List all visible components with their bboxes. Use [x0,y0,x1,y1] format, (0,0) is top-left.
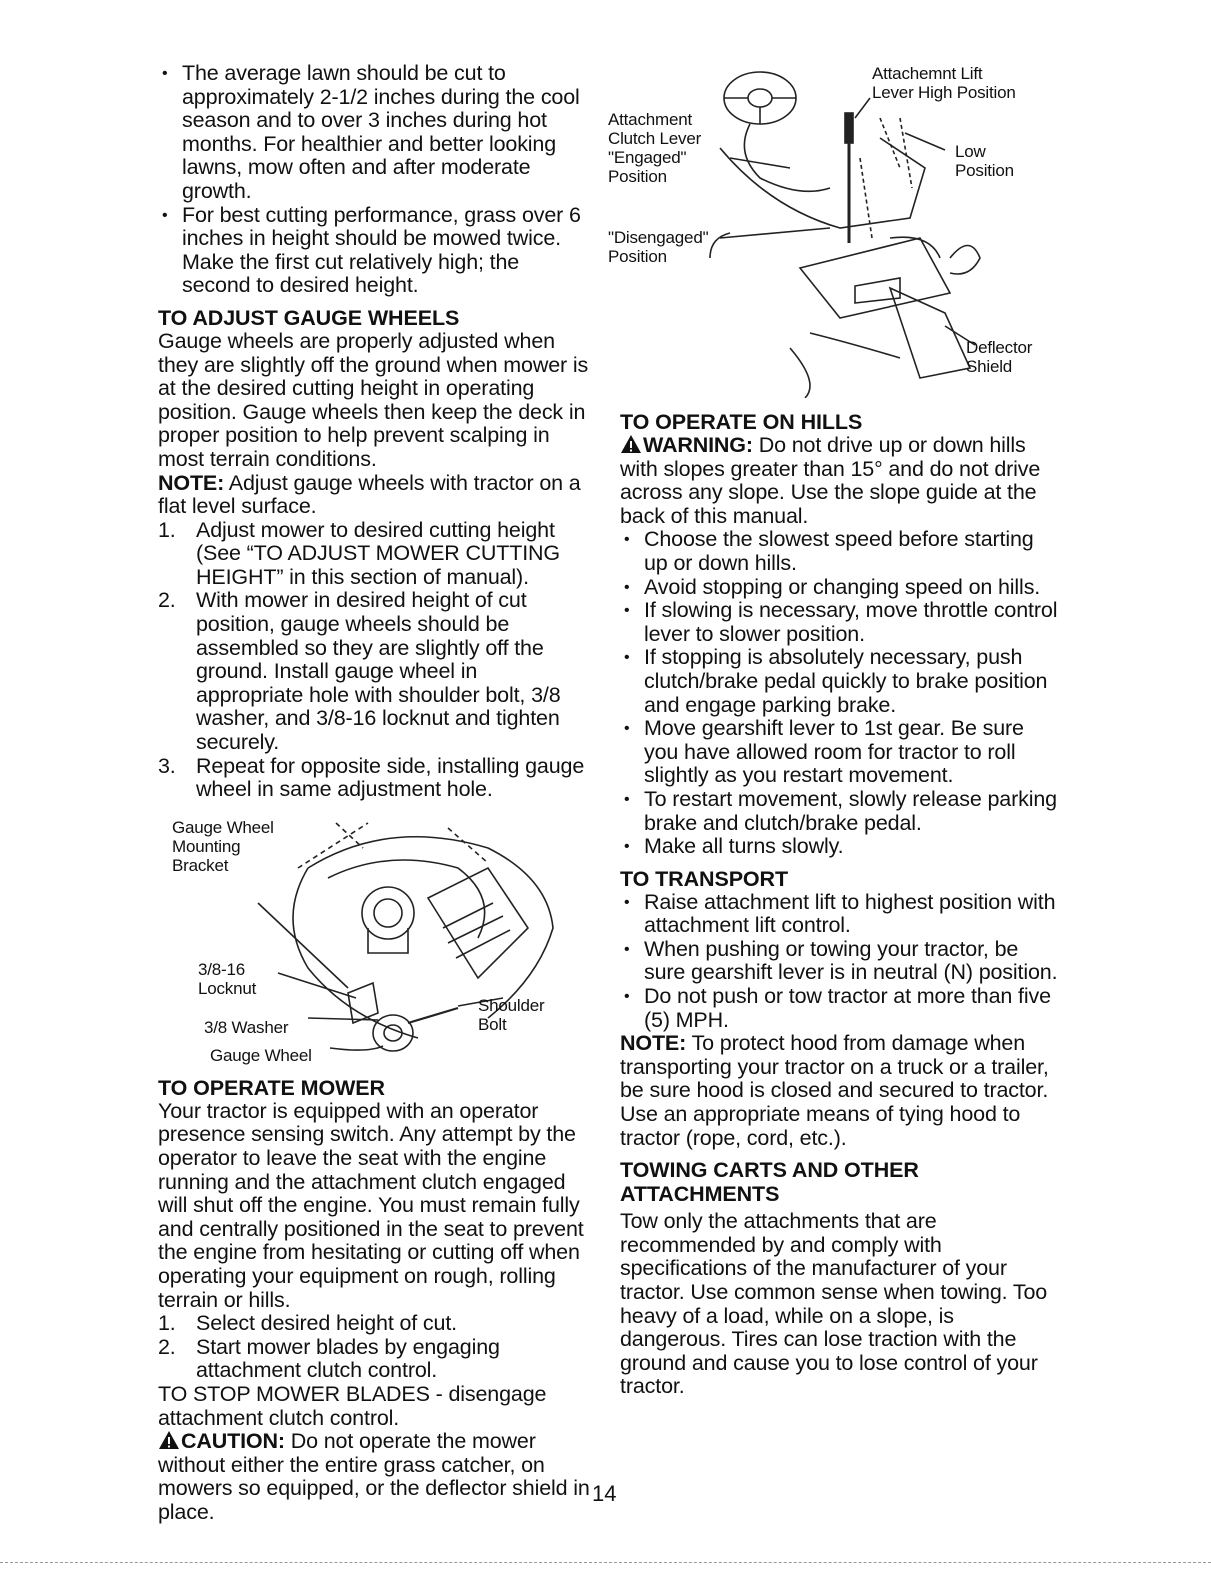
list-item: • Do not push or tow tractor at more than five (5) MPH. [620,985,1060,1032]
section-heading-hills: TO OPERATE ON HILLS [620,410,863,434]
label-mounting-bracket: Gauge Wheel Mounting Bracket [172,817,274,875]
list-item: • If slowing is necessary, move throttle control lever to slower position. [620,599,1060,646]
label-locknut: 3/8-16 Locknut [198,959,257,998]
gauge-wheel-illustration [158,808,590,1068]
warning-triangle-icon [158,1430,180,1450]
list-item: • Choose the slowest speed before starting up or down hills. [620,528,1060,575]
list-item: • To restart movement, slowly release parking brake and clutch/brake pedal. [620,788,1060,835]
step-text: Adjust mower to desired cutting height (See “TO ADJUST MOWER CUTTING HEIGHT” in this section of manual). [196,517,560,589]
list-item: • Avoid stopping or changing speed on hills. [620,576,1060,600]
note-text: To protect hood from damage when transporting your tractor on a truck or a trailer, be sure hood is closed and secured to tractor. Use an appropriate means of tying hood to tractor (rope, cord, etc.). [620,1031,1049,1150]
step-number: 3. [158,753,176,778]
step [158,1336,590,1383]
step-number: 1. [158,1311,176,1336]
list-item: • Make all turns slowly. [620,835,1060,859]
page-bottom-rule [0,1562,1211,1563]
caution [158,1430,590,1524]
section-heading-operate-mower: TO OPERATE MOWER [158,1075,385,1100]
step [158,519,590,590]
gauge-paragraph: Gauge wheels are properly adjusted when they are slightly off the ground when mower is at the desired cutting height in operating position. Gauge wheels then keep the deck in proper position to help prevent scalping in most terrain conditions. [158,328,589,471]
list-item: • The average lawn should be cut to approximately 2-1/2 inches during the cool season and to over 3 inches during hot months. For healthier and better looking lawns, mow often and after moderate growth. [158,62,590,204]
left-column [158,62,590,1525]
right-column [620,402,1060,1399]
towing-paragraph: Tow only the attachments that are recommended by and comply with specifications of the manufacturer of your tractor. Use common sense when towing. Too heavy of a load, while on a slope, is dangerous. Tires can lose traction with the ground and cause you to lose control of your tractor. [620,1209,1048,1399]
warning-triangle-icon [620,434,642,454]
label-lift-high: Attachemnt Lift Lever High Position [872,64,1016,102]
list-item: • For best cutting performance, grass over 6 inches in height should be mowed twice. Make the first cut relatively high; the second to desired height. [158,204,590,298]
list-item: • Move gearshift lever to 1st gear. Be sure you have allowed room for tractor to roll slightly as you restart movement. [620,717,1060,788]
list-item: • If stopping is absolutely necessary, push clutch/brake pedal quickly to brake position and engage parking brake. [620,646,1060,717]
warning-text: Do not drive up or down hills with slopes greater than 15° and do not drive across any slope. Use the slope guide at the back of this manual. [620,433,1041,528]
warning-label: WARNING: [643,433,753,457]
note-text: Adjust gauge wheels with tractor on a flat level surface. [158,470,581,519]
step [158,589,590,754]
label-clutch-engaged: Attachment Clutch Lever "Engaged" Position [608,110,702,186]
stop-blades-text: TO STOP MOWER BLADES - disengage attachment clutch control. [158,1381,547,1430]
page-number: 14 [592,1481,617,1506]
label-deflector-shield: Deflector Shield [966,338,1033,376]
caution-text: Do not operate the mower without either the entire grass catcher, on mowers so equipped, or the deflector shield in place. [158,1429,590,1524]
step [158,755,590,802]
step-text: Start mower blades by engaging attachment clutch control. [196,1334,500,1383]
transport-note [620,1032,1060,1150]
section-heading-transport: TO TRANSPORT [620,866,789,891]
caution-label: CAUTION: [181,1429,285,1454]
step-text: Repeat for opposite side, installing gauge wheel in same adjustment hole. [196,753,585,802]
step-number: 1. [158,517,176,542]
label-gauge-wheel: Gauge Wheel [210,1045,312,1065]
step-text: Select desired height of cut. [196,1311,457,1336]
operate-paragraph: Your tractor is equipped with an operator presence sensing switch. Any attempt by the operator to leave the seat with the engine running and the attachment clutch engaged will shut off the engine. You must remain fully and centrally positioned in the seat to prevent the engine from hesitating or cutting off when operating your equipment on rough, rolling terrain or hills. [158,1098,584,1312]
label-disengaged: "Disengaged" Position [608,228,709,266]
step-text: With mower in desired height of cut position, gauge wheels should be assembled so they are slightly off the ground. Install gauge wheel in appropriate hole with shoulder bolt, 3/8 washer, and 3/8-16 locknut and tighten securely. [196,588,561,755]
list-item: • Raise attachment lift to highest position with attachment lift control. [620,891,1060,938]
label-washer: 3/8 Washer [204,1017,289,1037]
label-low-position: Low Position [955,142,1014,180]
label-shoulder-bolt: Shoulder Bolt [478,995,545,1034]
step [158,1312,590,1336]
note-label: NOTE: [620,1031,687,1056]
note-label: NOTE: [158,470,225,495]
section-heading-towing: TOWING CARTS AND OTHER ATTACHMENTS [620,1158,919,1207]
attachment-lever-illustration [600,58,1060,398]
step-number: 2. [158,588,176,613]
list-item: • When pushing or towing your tractor, be sure gearshift lever is in neutral (N) position. [620,938,1060,985]
step-number: 2. [158,1334,176,1359]
section-heading-gauge-wheels: TO ADJUST GAUGE WHEELS [158,305,460,330]
note [158,472,590,519]
warning [620,434,1060,528]
